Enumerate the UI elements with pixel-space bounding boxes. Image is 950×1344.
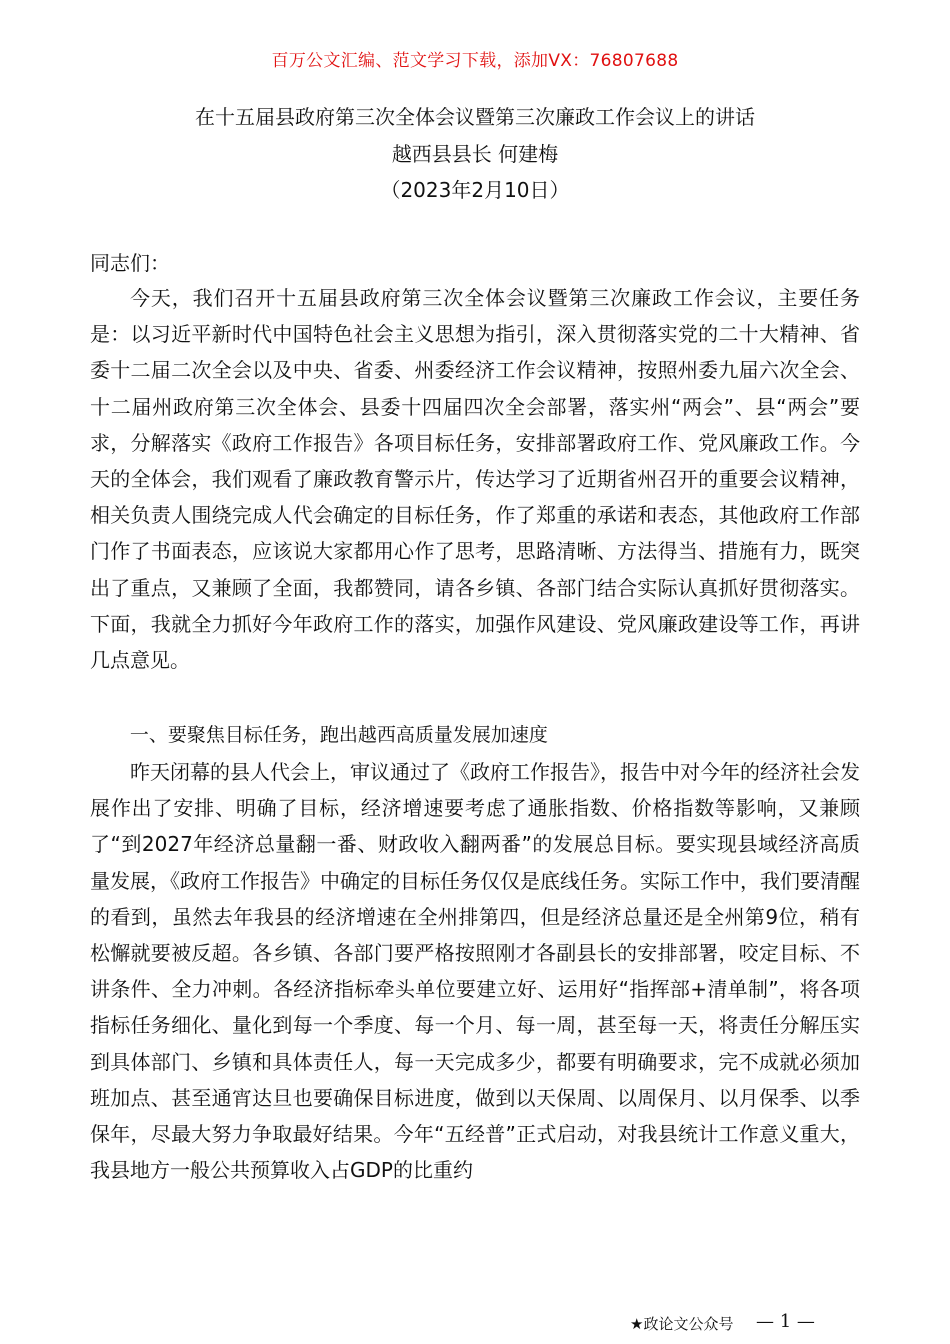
speaker-line: 越西县县长 何建梅	[391, 142, 559, 166]
paragraph-section-1: 昨天闭幕的县人代会上，审议通过了《政府工作报告》，报告中对今年的经济社会发展作出了安排、明确了目标，经济增速要考虑了通胀指数、价格指数等影响，又兼顾了“到2027年经济总量翻一番、财政收入翻两番”的发展总目标。要实现县域经济高质量发展，《政府工作报告》中确定的目标任务仅仅是底线任务。实际工作中，我们要清醒的看到，虽然去年我县的经济增速在全州排第四，但是经济总量还是全州第9位，稍有松懈就要被反超。各乡镇、各部门要严格按照刚才各副县长的安排部署，咬定目标、不讲条件、全力冲刺。各经济指标牵头单位要建立好、运用好“指挥部+清单制”，将各项指标任务细化、量化到每一个季度、每一个月、每一周，甚至每一天，将责任分解压实到具体部门、乡镇和具体责任人，每一天完成多少，都要有明确要求，完不成就必须加班加点、甚至通宵达旦也要确保目标进度，做到以天保周、以周保月、以月保季、以季保年，尽最大努力争取最好结果。今年“五经普”正式启动，对我县统计工作意义重大，我县地方一般公共预算收入占GDP的比重约	[90, 760, 860, 1183]
promo-banner: 百万公文汇编、范文学习下载，添加VX：76807688	[271, 51, 679, 71]
section-heading-1: 一、要聚焦目标任务，跑出越西高质量发展加速度	[129, 724, 548, 746]
speech-title: 在十五届县政府第三次全体会议暨第三次廉政工作会议上的讲话	[195, 105, 755, 129]
page-footer	[600, 1313, 860, 1335]
speech-date: （2023年2月10日）	[380, 178, 570, 202]
page-number: — 1 —	[756, 1311, 815, 1332]
footer-source: ★政论文公众号	[630, 1315, 734, 1333]
salutation: 同志们：	[90, 251, 170, 275]
paragraph-intro: 今天，我们召开十五届县政府第三次全体会议暨第三次廉政工作会议，主要任务是：以习近平新时代中国特色社会主义思想为指引，深入贯彻落实党的二十大精神、省委十二届二次全会以及中央、省委、州委经济工作会议精神，按照州委九届六次全会、十二届州政府第三次全体会、县委十四届四次全会部署，落实州“两会”、县“两会”要求，分解落实《政府工作报告》各项目标任务，安排部署政府工作、党风廉政工作。今天的全体会，我们观看了廉政教育警示片，传达学习了近期省州召开的重要会议精神，相关负责人围绕完成人代会确定的目标任务，作了郑重的承诺和表态，其他政府工作部门作了书面表态，应该说大家都用心作了思考，思路清晰、方法得当、措施有力，既突出了重点，又兼顾了全面，我都赞同，请各乡镇、各部门结合实际认真抓好贯彻落实。下面，我就全力抓好今年政府工作的落实，加强作风建设、党风廉政建设等工作，再讲几点意见。	[90, 286, 860, 673]
